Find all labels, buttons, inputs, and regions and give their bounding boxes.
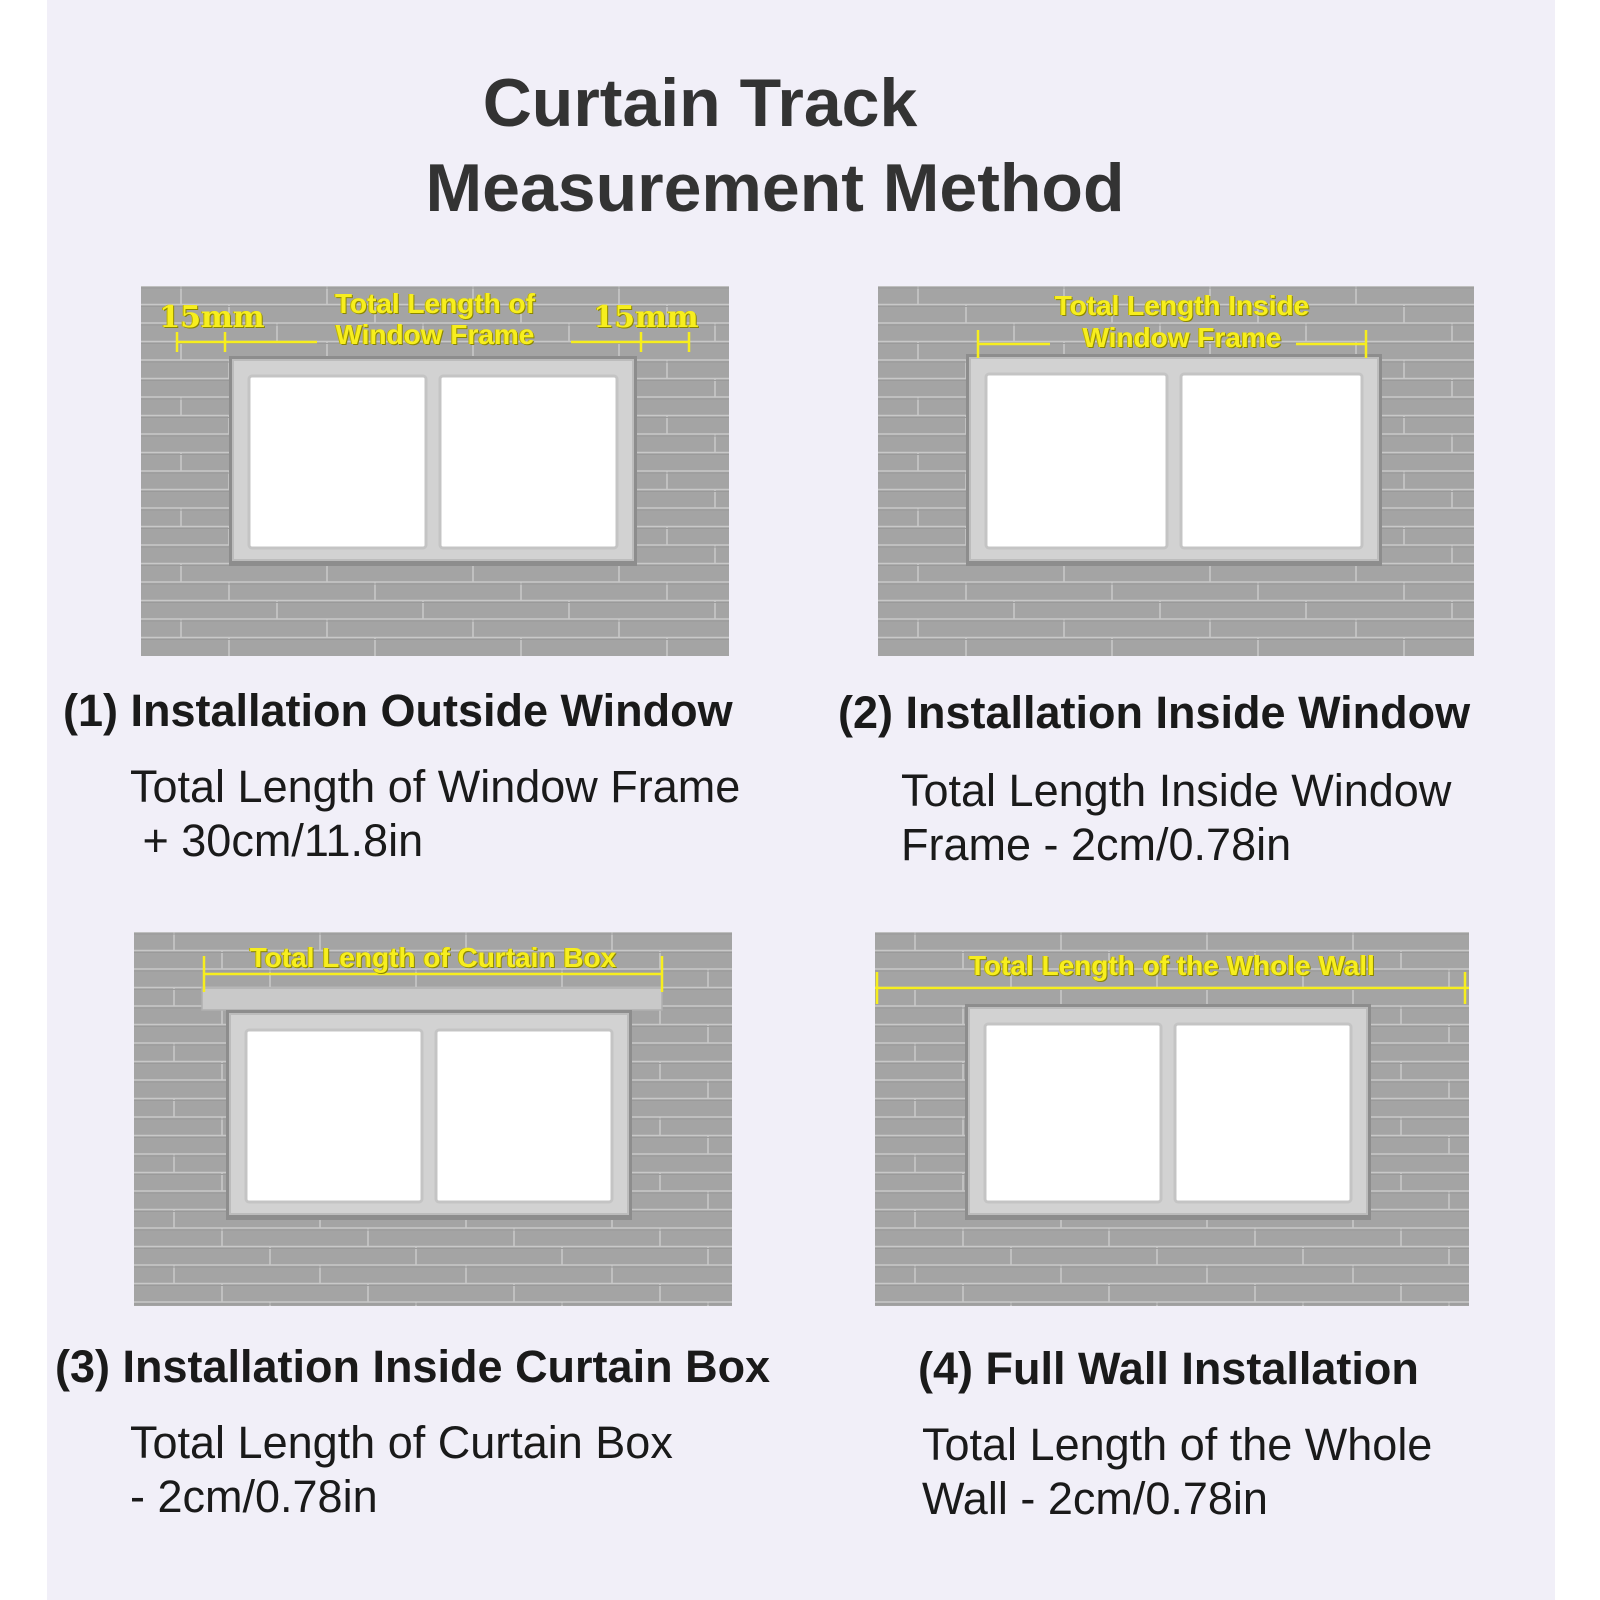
right-margin-label: 15mm xyxy=(593,300,699,335)
measure-label-line-2: Window Frame xyxy=(335,319,535,350)
heading-outside-window: (1) Installation Outside Window xyxy=(63,685,733,736)
measure-label-line-2: Window Frame xyxy=(1082,322,1282,353)
page-title-line-1: Curtain Track xyxy=(482,65,918,141)
description-full-wall-line-2: Wall - 2cm/0.78in xyxy=(922,1473,1268,1524)
page-title-line-2: Measurement Method xyxy=(425,150,1125,226)
diagram-outside-window xyxy=(141,286,729,656)
measure-label-line-1: Total Length of xyxy=(334,288,536,319)
measure-label-line-1: Total Length Inside xyxy=(1054,290,1310,321)
window-pane-left xyxy=(986,374,1167,548)
diagram-full-wall xyxy=(875,932,1469,1306)
description-inside-curtain-box-line-1: Total Length of Curtain Box xyxy=(130,1417,673,1468)
description-inside-curtain-box-line-2: - 2cm/0.78in xyxy=(130,1471,378,1522)
description-inside-window-line-2: Frame - 2cm/0.78in xyxy=(901,819,1292,870)
description-inside-window-line-1: Total Length Inside Window xyxy=(901,765,1452,816)
left-margin-label: 15mm xyxy=(159,300,265,335)
description-outside-window-line-2: + 30cm/11.8in xyxy=(130,815,424,866)
window-pane-left xyxy=(249,376,426,548)
diagram-inside-window xyxy=(878,286,1474,656)
measure-label: Total Length of Curtain Box xyxy=(249,942,617,973)
description-outside-window-line-1: Total Length of Window Frame xyxy=(130,761,741,812)
heading-inside-window: (2) Installation Inside Window xyxy=(838,687,1471,738)
description-full-wall-line-1: Total Length of the Whole xyxy=(922,1419,1433,1470)
curtain-box xyxy=(202,988,662,1010)
heading-full-wall: (4) Full Wall Installation xyxy=(918,1343,1419,1394)
window-pane-left xyxy=(246,1030,422,1202)
window-pane-right xyxy=(436,1030,612,1202)
window-pane-right xyxy=(1181,374,1362,548)
measure-label: Total Length of the Whole Wall xyxy=(969,950,1375,981)
window-pane-right xyxy=(440,376,617,548)
diagram-inside-curtain-box xyxy=(134,932,732,1306)
window-pane-right xyxy=(1175,1024,1351,1202)
window-pane-left xyxy=(985,1024,1161,1202)
heading-inside-curtain-box: (3) Installation Inside Curtain Box xyxy=(55,1341,771,1392)
